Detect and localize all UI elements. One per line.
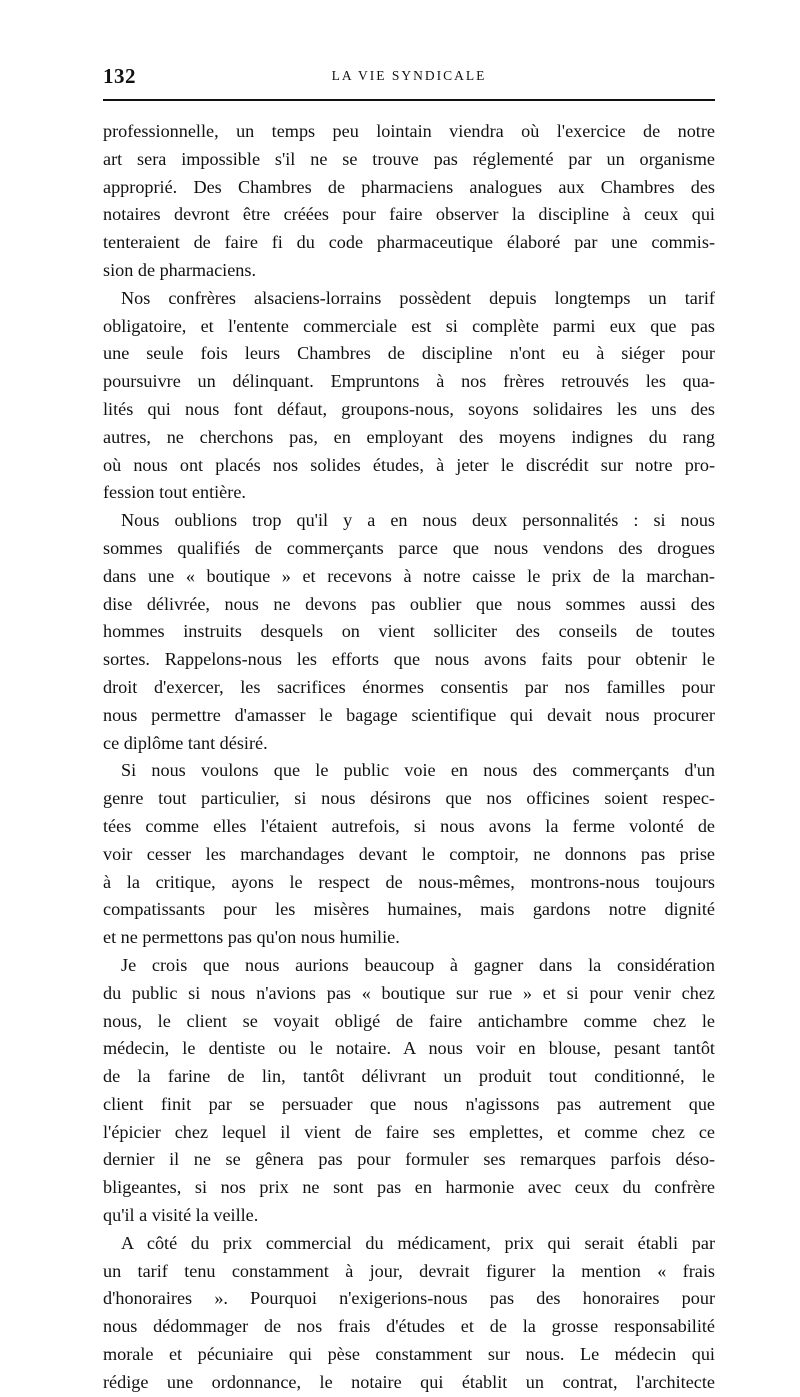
text-line: notaires devront être créées pour faire observer la discipline à ceux qui [103,204,715,225]
text-line: voir cesser les marchandages devant le comptoir, ne donnons pas prise [103,843,715,864]
text-line: ce diplôme tant désiré. [103,732,268,753]
text-line: et ne permettons pas qu'on nous humilie. [103,927,400,948]
text-line: à la critique, ayons le respect de nous-mêmes, montrons-nous toujours [103,871,715,892]
text-line: approprié. Des Chambres de pharmaciens analogues aux Chambres des [103,176,715,197]
text-line: autres, ne cherchons pas, en employant des moyens indignes du rang [103,426,715,447]
text-line: un tarif tenu constamment à jour, devrait figurer la mention « frais [103,1260,715,1281]
running-head [103,64,715,98]
text-line: tenteraient de faire fi du code pharmaceutique élaboré par une commis- [103,232,715,253]
body-text [103,118,715,1397]
header-rule [103,99,715,101]
text-line: l'épicier chez lequel il vient de faire ses emplettes, et comme chez ce [103,1121,715,1142]
paragraph-first-line: Nous oublions trop qu'il y a en nous deux personnalités : si nous [121,510,715,531]
text-line: compatissants pour les misères humaines, mais gardons notre dignité [103,899,715,920]
text-line: dans une « boutique » et recevons à notre caisse le prix de la marchan- [103,565,715,586]
text-line: art sera impossible s'il ne se trouve pas réglementé par un organisme [103,148,715,169]
text-line: dernier il ne se gênera pas pour formuler ses remarques parfois déso- [103,1149,715,1170]
text-line: fession tout entière. [103,482,246,503]
paragraph-first-line: A côté du prix commercial du médicament, prix qui serait établi par [121,1232,715,1253]
page-number: 132 [103,64,136,88]
text-line: sortes. Rappelons-nous les efforts que nous avons faits pour obtenir le [103,649,715,670]
text-line: nous dédommager de nos frais d'études et de la grosse responsabilité [103,1316,715,1337]
text-line: hommes instruits desquels on vient solliciter des conseils de toutes [103,621,715,642]
paragraph-first-line: Nos confrères alsaciens-lorrains possèdent depuis longtemps un tarif [121,287,715,308]
text-line: obligatoire, et l'entente commerciale est si complète parmi eux que pas [103,315,715,336]
text-line: rédige une ordonnance, le notaire qui établit un contrat, l'architecte [103,1371,715,1392]
text-line: client finit par se persuader que nous n'agissons pas autrement que [103,1093,715,1114]
text-line: lités qui nous font défaut, groupons-nous, soyons solidaires les uns des [103,398,715,419]
text-line: nous permettre d'amasser le bagage scientifique qui devait nous procurer [103,704,715,725]
text-line: médecin, le dentiste ou le notaire. A nous voir en blouse, pesant tantôt [103,1038,715,1059]
paragraph-first-line: Si nous voulons que le public voie en nous des commerçants d'un [121,760,715,781]
text-line: morale et pécuniaire qui pèse constamment sur nous. Le médecin qui [103,1344,715,1365]
paragraph-first-line: Je crois que nous aurions beaucoup à gagner dans la considération [121,954,715,975]
text-line: d'honoraires ». Pourquoi n'exigerions-nous pas des honoraires pour [103,1288,715,1309]
text-line: où nous ont placés nos solides études, à jeter le discrédit sur notre pro- [103,454,715,475]
text-line: du public si nous n'avions pas « boutique sur rue » et si pour venir chez [103,982,715,1003]
text-line: qu'il a visité la veille. [103,1205,259,1226]
text-line: une seule fois leurs Chambres de discipline n'ont eu à siéger pour [103,343,715,364]
text-line: nous, le client se voyait obligé de faire antichambre comme chez le [103,1010,715,1031]
text-line: tées comme elles l'étaient autrefois, si nous avons la ferme volonté de [103,815,715,836]
text-line: sion de pharmaciens. [103,259,257,280]
text-line: professionnelle, un temps peu lointain viendra où l'exercice de notre [103,121,715,141]
journal-title: LA VIE SYNDICALE [331,68,487,83]
text-line: droit d'exercer, les sacrifices énormes consentis par nos familles pour [103,676,715,697]
text-line: dise délivrée, nous ne devons pas oublier que nous sommes aussi des [103,593,715,614]
text-line: bligeantes, si nos prix ne sont pas en harmonie avec ceux du confrère [103,1177,715,1198]
text-line: poursuivre un délinquant. Empruntons à nos frères retrouvés les qua- [103,371,715,392]
text-line: genre tout particulier, si nous désirons que nos officines soient respec- [103,788,715,809]
text-line: de la farine de lin, tantôt délivrant un produit tout conditionné, le [103,1066,715,1087]
text-line: sommes qualifiés de commerçants parce que nous vendons des drogues [103,537,715,558]
